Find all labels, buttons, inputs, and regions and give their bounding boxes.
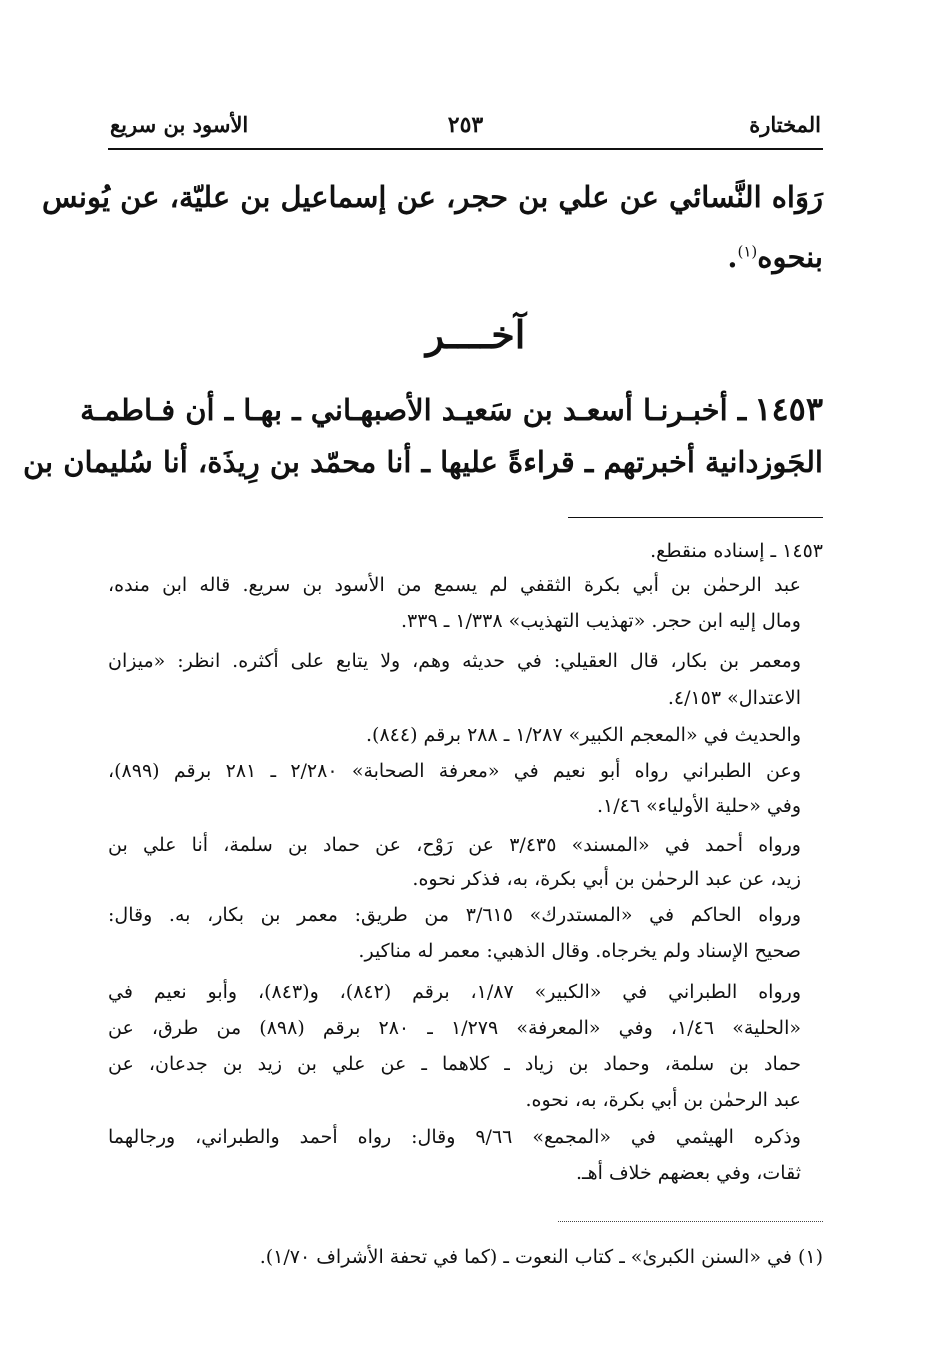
footnote-reference: (١) [737,242,758,261]
main-text-line-2-end: . [727,240,738,274]
footnote-line: ومال إليه ابن حجر. «تهذيب التهذيب» ١/٣٣٨ ـ ٣٣٩. [401,610,801,632]
footnote-end-separator [558,1221,823,1222]
footnote-line: صحيح الإسناد ولم يخرجاه. وقال الذهبي: معمر له مناكير. [358,940,801,962]
footnote-line: ومعمر بن بكار، قال العقيلي: في حديثه وهم، ولا يتابع على أكثره. انظر: «ميزان [108,650,801,672]
footnote-line: عبد الرحمٰن بن أبي بكرة، به، نحوه. [525,1089,801,1111]
footnote-line: حماد بن سلمة، وحماد بن زياد ـ كلاهما ـ عن علي بن زيد بن جدعان، عن [108,1053,801,1075]
main-text-line-2 [108,240,823,275]
footnote-line: ١٤٥٣ ـ إسناده منقطع. [650,540,823,562]
hadith-number: ١٤٥٣ [754,390,823,428]
footnote-line: ورواه الحاكم في «المستدرك» ٣/٦١٥ من طريق: معمر بن بكار، به. وقال: [108,904,801,926]
book-title: المختارة [749,112,821,137]
footnote-line: زيد، عن عبد الرحمٰن بن أبي بكرة، به، فذكر نحوه. [412,868,801,890]
footnote-line: وذكره الهيثمي في «المجمع» ٩/٦٦ وقال: رواه أحمد والطبراني، ورجالهما [108,1126,801,1148]
footnote-line: الاعتدال» ٤/١٥٣. [667,687,801,709]
footnote-line: ورواه أحمد في «المسند» ٣/٤٣٥ عن رَوْح، عن حماد بن سلمة، أنا علي بن [108,834,801,856]
hadith-line-2: الجَوزدانية أخبرتهم ـ قراءةً عليها ـ أنا محمّد بن رِيذَة، أنا سُليمان بن [22,445,823,479]
footnote-line: ثقات، وفي بعضهم خلاف أهـ. [576,1162,801,1184]
footnote-line: ورواه الطبراني في «الكبير» ١/٨٧، برقم (٨٤٢)، و(٨٤٣)، وأبو نعيم في [108,981,801,1003]
footnote-separator [568,517,823,518]
main-text-line-1: رَوَاه النَّسائي عن علي بن حجر، عن إسماعيل بن عليّة، عن يُونس [41,180,823,214]
page-number: ٢٥٣ [447,112,484,138]
page-footnote: (١) في «السنن الكبرىٰ» ـ كتاب النعوت ـ (كما في تحفة الأشراف ١/٧٠). [259,1246,823,1268]
hadith-line-1-text: ـ أخبـرنـا أسعـد بن سَعيـد الأصبهـاني ـ بهـا ـ أن فـاطمـة [80,393,747,427]
hadith-line-1 [80,390,823,428]
footnote-line: وعن الطبراني رواه أبو نعيم في «معرفة الصحابة» ٢/٢٨٠ ـ ٢٨١ برقم (٨٩٩)، [108,760,802,782]
footnote-line: والحديث في «المعجم الكبير» ١/٢٨٧ ـ ٢٨٨ برقم (٨٤٤). [366,724,801,746]
main-text-line-2-text: بنحوه [757,240,823,274]
footnote-line: وفي «حلية الأولياء» ١/٤٦. [596,795,801,817]
footnote-line: «الحلية» ١/٤٦، وفي «المعرفة» ١/٢٧٩ ـ ٢٨٠ برقم (٨٩٨) من طرق، عن [108,1017,801,1039]
chapter-heading: آخــــر [425,312,526,357]
section-title: الأسود بن سريع [110,112,249,137]
running-header [108,108,823,150]
footnote-line: عبد الرحمٰن بن أبي بكرة الثقفي لم يسمع من الأسود بن سريع. قاله ابن منده، [108,574,801,596]
